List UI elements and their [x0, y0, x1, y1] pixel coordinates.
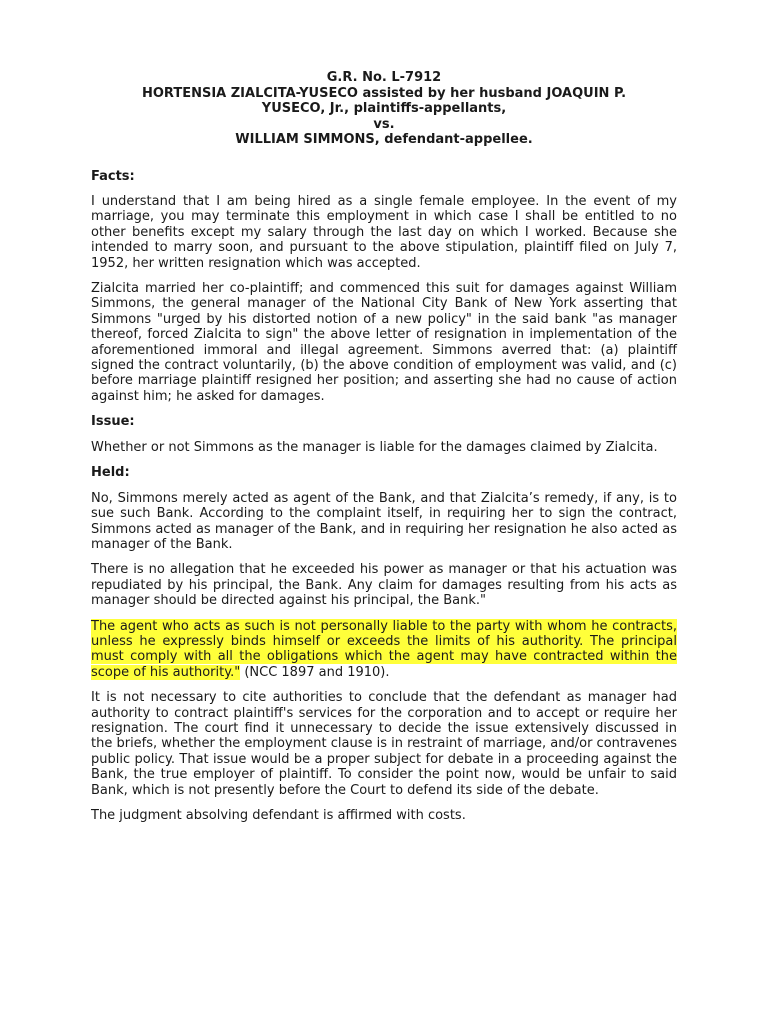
case-defendant: WILLIAM SIMMONS, defendant-appellee.: [235, 132, 533, 147]
issue-paragraph: Whether or not Simmons as the manager is liable for the damages claimed by Zialcita.: [91, 439, 658, 455]
held-paragraph-4: It is not necessary to cite authorities to conclude that the defendant as manager had authority to contract plaintiff's services for the corporation and to accept or require her resignation. The court find it unnecessary to decide the issue extensively discussed in the briefs, whether the employment clause is in restraint of marriage, and/or contravenes public policy. That issue would be a proper subject for debate in a proceeding against the Bank, the true employer of plaintiff. To consider the point now, would be unfair to said Bank, which is not presently before the Court to defend its side of the debate.: [91, 690, 677, 798]
document-body: [91, 70, 677, 833]
case-versus: vs.: [373, 116, 395, 132]
held-paragraph-2: There is no allegation that he exceeded his power as manager or that his actuation was repudiated by his principal, the Bank. Any claim for damages resulting from his acts as manager should be directed against his principal, the Bank.": [91, 562, 677, 609]
citation-text: (NCC 1897 and 1910).: [240, 664, 390, 680]
case-parties-line-2: YUSECO, Jr., plaintiffs-appellants,: [261, 101, 507, 116]
highlighted-quote: The agent who acts as such is not personally liable to the party with whom he contracts, unless he expressly binds himself or exceeds the limits of his authority. The principal must comply with all the obligations which the agent may have contracted within the scope of his authority.": [91, 618, 677, 680]
held-heading: Held:: [91, 465, 130, 481]
facts-paragraph-2: Zialcita married her co-plaintiff; and commenced this suit for damages against William Simmons, the general manager of the National City Bank of New York asserting that Simmons "urged by his distorted notion of a new policy" in the said bank "as manager thereof, forced Zialcita to sign" the above letter of resignation in implementation of the aforementioned immoral and illegal agreement. Simmons averred that: (a) plaintiff signed the contract voluntarily, (b) the above condition of employment was valid, and (c) before marriage plaintiff resigned her position; and asserting she had no cause of action against him; he asked for damages.: [91, 281, 677, 404]
case-caption: [91, 70, 677, 148]
case-parties-line-1: HORTENSIA ZIALCITA-YUSECO assisted by her husband JOAQUIN P.: [141, 85, 627, 101]
facts-paragraph-1: I understand that I am being hired as a single female employee. In the event of my marriage, you may terminate this employment in which case I shall be entitled to no other benefits except my salary through the last day on which I worked. Because she intended to marry soon, and pursuant to the above stipulation, plaintiff filed on July 7, 1952, her written resignation which was accepted.: [91, 194, 677, 271]
case-number: G.R. No. L-7912: [326, 70, 442, 85]
facts-heading: Facts:: [91, 168, 135, 184]
held-paragraph-3: [91, 619, 677, 681]
held-paragraph-5: The judgment absolving defendant is affirmed with costs.: [91, 808, 466, 823]
held-paragraph-1: No, Simmons merely acted as agent of the Bank, and that Zialcita’s remedy, if any, is to sue such Bank. According to the complaint itself, in requiring her to sign the contract, Simmons acted as manager of the Bank, and in requiring her resignation he also acted as manager of the Bank.: [91, 490, 677, 552]
issue-heading: Issue:: [91, 414, 135, 430]
